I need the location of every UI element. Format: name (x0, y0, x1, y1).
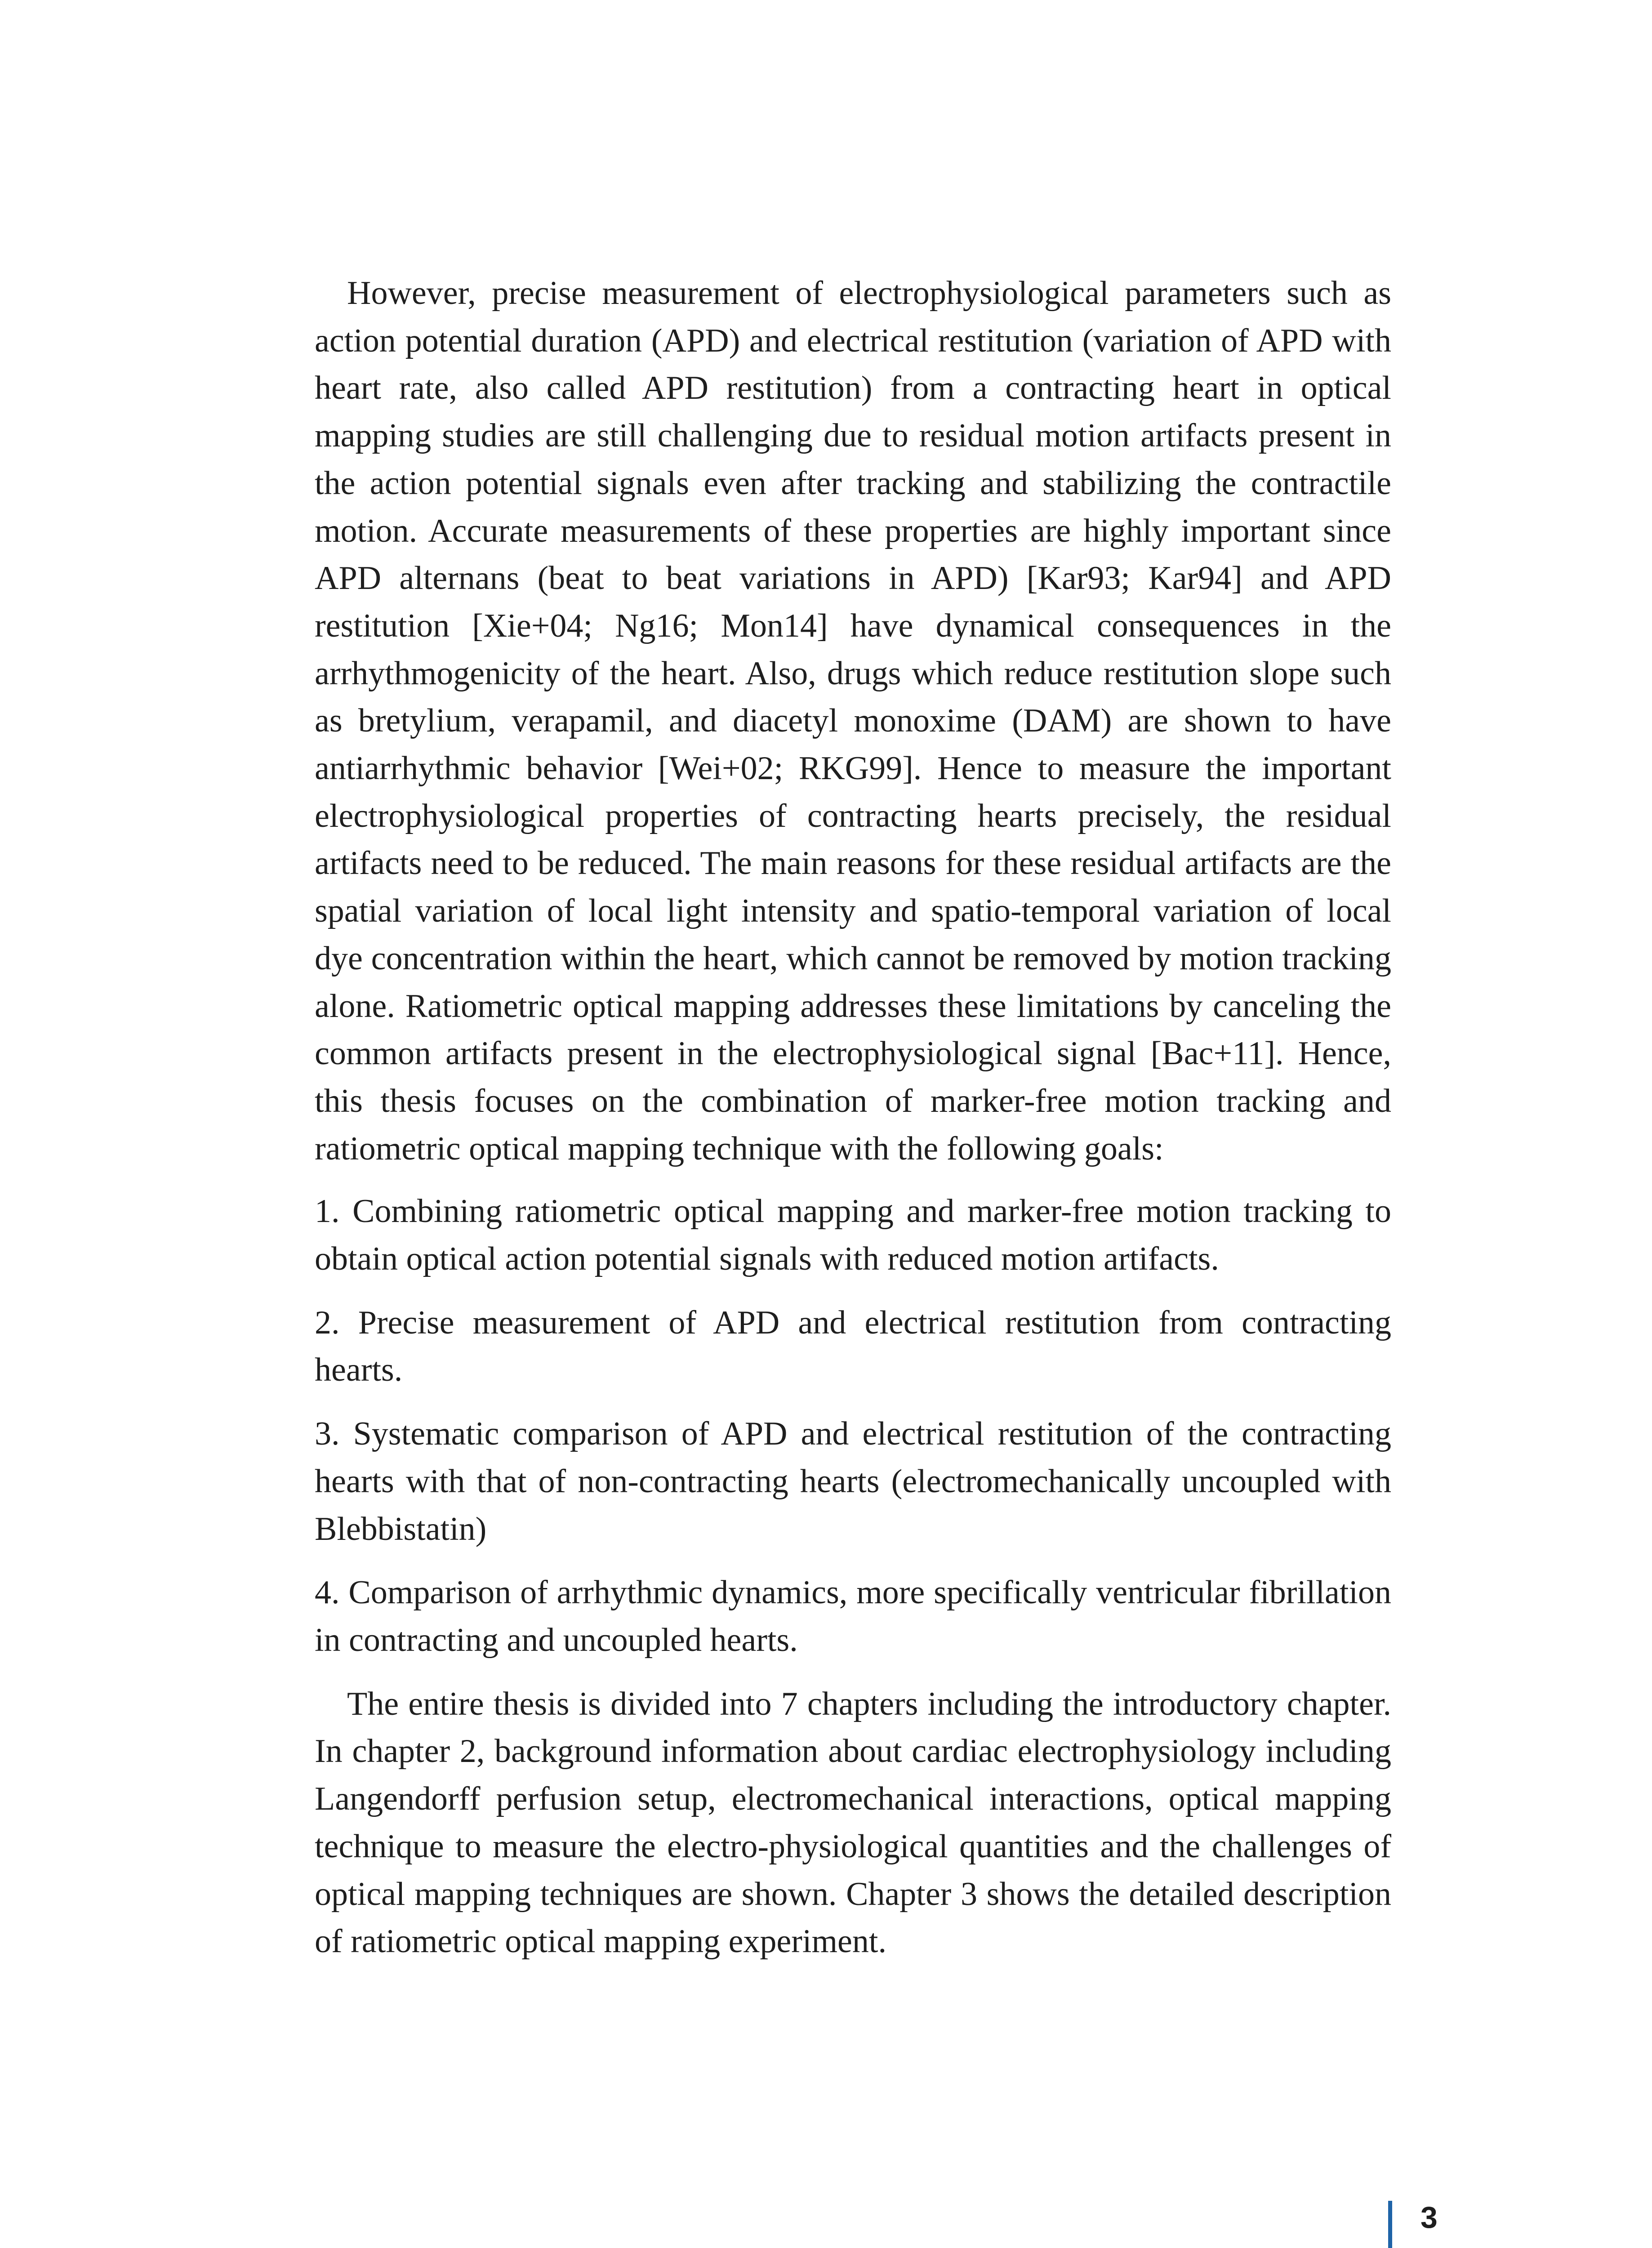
goal-text: Combining ratiometric optical mapping and marker-free motion tracking to obtain optical action potential signals with reduced motion artifacts. (315, 1193, 1391, 1278)
goal-text: Comparison of arrhythmic dynamics, more specifically ventricular fibrillation in contracting and uncoupled hearts. (315, 1574, 1391, 1659)
goal-item (315, 1410, 1391, 1553)
goal-number: 1. (315, 1193, 340, 1230)
goal-item (315, 1299, 1391, 1394)
goal-text: Systematic comparison of APD and electrical restitution of the contracting hearts with that of non-contracting hearts (electromechanically uncoupled with Blebbistatin) (315, 1415, 1392, 1548)
goal-number: 4. (315, 1574, 340, 1611)
goal-number: 2. (315, 1304, 340, 1341)
goal-item (315, 1569, 1391, 1664)
goal-text: Precise measurement of APD and electrical restitution from contracting hearts. (315, 1304, 1392, 1389)
body-text (315, 270, 1391, 1966)
page-margin-rule (1388, 2201, 1392, 2248)
goal-item (315, 1188, 1391, 1283)
goal-list (315, 1188, 1391, 1664)
closing-paragraph: The entire thesis is divided into 7 chapters including the introductory chapter. In chapter 2, background information about cardiac electrophysiology including Langendorff perfusion setup, electromechanical interactions, optical mapping technique to measure the electro-physiological quantities and the challenges of optical mapping techniques are shown. Chapter 3 shows the detailed description of ratiometric optical mapping experiment. (315, 1685, 1391, 1960)
page-number: 3 (1420, 2200, 1438, 2235)
intro-paragraph: However, precise measurement of electrophysiological parameters such as action potential duration (APD) and electrical restitution (variation of APD with heart rate, also called APD restitution) from a contracting heart in optical mapping studies are still challenging due to residual motion artifacts present in the action potential signals even after tracking and stabilizing the contractile motion. Accurate measurements of these properties are highly important since APD alternans (beat to beat variations in APD) [Kar93; Kar94] and APD restitution [Xie+04; Ng16; Mon14] have dynamical consequences in the arrhythmogenicity of the heart. Also, drugs which reduce restitution slope such as bretylium, verapamil, and diacetyl monoxime (DAM) are shown to have antiarrhythmic behavior [Wei+02; RKG99]. Hence to measure the important electrophysiological properties of contracting hearts precisely, the residual artifacts need to be reduced. The main reasons for these residual artifacts are the spatial variation of local light intensity and spatio-temporal variation of local dye concentration within the heart, which cannot be removed by motion tracking alone. Ratiometric optical mapping addresses these limitations by canceling the common artifacts present in the electrophysiological signal [Bac+11]. Hence, this thesis focuses on the combination of marker-free motion tracking and ratiometric optical mapping technique with the following goals: (315, 275, 1391, 1167)
goal-number: 3. (315, 1415, 340, 1453)
